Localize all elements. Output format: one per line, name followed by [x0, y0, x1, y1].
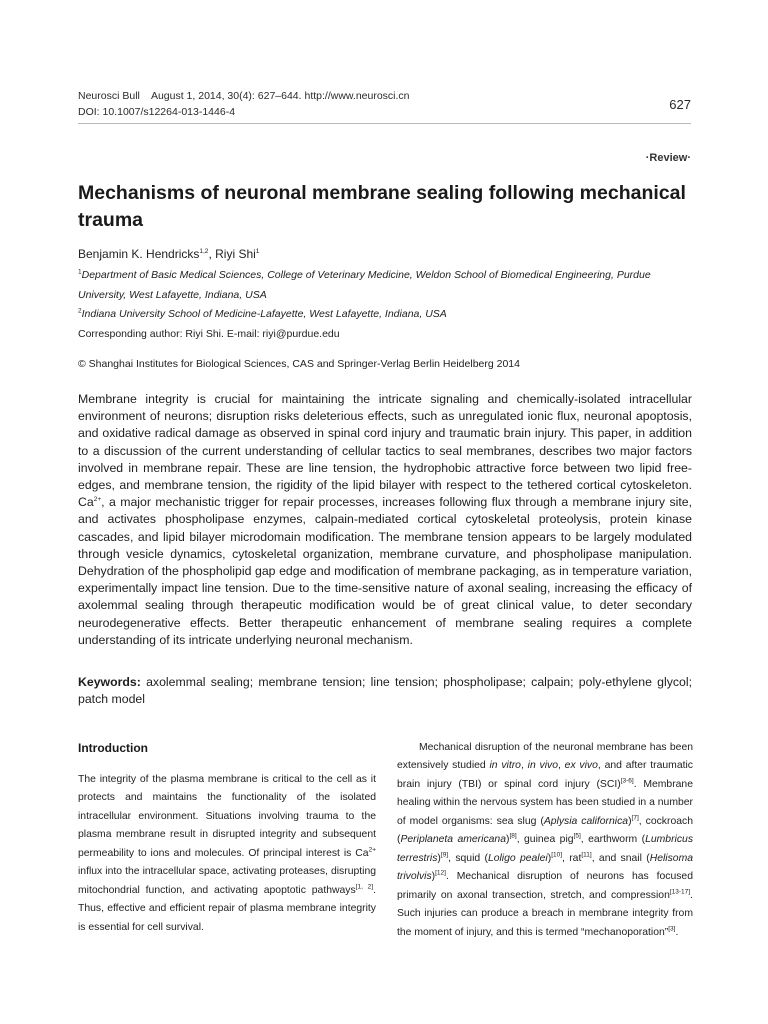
text-run: , and snail (	[591, 852, 650, 864]
body-column-right	[397, 739, 693, 942]
abstract-text: , a major mechanistic trigger for repair processes, increases following flux through a membrane injury site, and activates phospholipase enzymes, calpain-mediated cortical cytoskeletal proteolysis, protein kinase cascades, and lipid bilayer microdomain modification. The membrane tension appears to be largely modulated through vesicle dynamics, cytoskeletal organization, membrane curvature, and phospholipase manipulation. Dehydration of the phospholipid gap edge and modification of membrane packaging, as in temperature variation, experimentally impact line tension. Due to the time-sensitive nature of axonal sealing, increasing the efficacy of axolemmal sealing through therapeutic modification would be of great clinical value, to deter secondary neurodegenerative effects. Better therapeutic enhancement of membrane sealing requires a complete understanding of its intricate underlying neuronal mechanism.	[78, 495, 692, 647]
text-run: , guinea pig	[516, 834, 574, 846]
text-run: , cockroach (	[397, 815, 693, 846]
citation: [3-6]	[620, 777, 634, 785]
author-name: Riyi Shi	[215, 247, 256, 261]
keywords-text: axolemmal sealing; membrane tension; line tension; phospholipase; calpain; poly-ethylene glycol; patch model	[78, 675, 692, 707]
text-run: .	[675, 926, 679, 938]
text-run: . Such injuries can produce a breach in membrane integrity from the moment of injury, and this is termed “mechanoporation”	[397, 889, 693, 938]
species-name: Periplaneta americana	[400, 834, 506, 846]
citation: [1, 2]	[355, 883, 374, 891]
body-column-left	[78, 771, 376, 937]
italic-term: ex vivo	[564, 760, 598, 772]
text-run: influx into the intracellular space, activating proteases, disrupting mitochondrial function, and activating apoptotic pathways	[78, 866, 376, 896]
italic-term: in vitro	[489, 760, 521, 772]
paragraph	[397, 739, 693, 942]
affiliations	[78, 266, 698, 344]
affiliation-number: 2	[78, 307, 82, 315]
text-run: , rat	[562, 852, 582, 864]
keywords	[78, 674, 692, 708]
species-name: Loligo pealei	[487, 852, 548, 864]
text-run: )	[437, 852, 441, 864]
affiliation-text: Indiana University School of Medicine-Lafayette, West Lafayette, Indiana, USA	[81, 308, 447, 320]
text-run: )	[431, 871, 436, 883]
citation: [9]	[440, 851, 449, 859]
author-affiliation-marker: 1	[255, 248, 260, 255]
paragraph	[78, 771, 376, 937]
text-run: )	[506, 834, 510, 846]
species-name: Lumbricus terrestris	[397, 834, 694, 864]
keywords-label: Keywords:	[78, 675, 141, 689]
affiliation-2	[78, 305, 698, 325]
doi-line: DOI: 10.1007/s12264-013-1446-4	[78, 106, 236, 118]
text-run: . Mechanical disruption of neurons has focused primarily on axonal transection, stretch, and compression	[397, 871, 693, 901]
abstract-text: Membrane integrity is crucial for maintaining the intricate signaling and chemically-isolated intracellular environment of neurons; disruption risks deleterious effects, such as unregulated ionic flux, neuronal apoptosis, and oxidative radical damage as observed in spinal cord injury and traumatic brain injury. This paper, in addition to a discussion of the current understanding of cellular tactics to seal membranes, describes two major factors involved in membrane repair. These are line tension, the hydrophobic attractive force between two lipid free-edges, and membrane tension, the rigidity of the lipid bilayer with respect to the tethered cortical cytoskeleton. Ca	[78, 392, 692, 510]
superscript: 2+	[93, 496, 102, 504]
text-run: , earthworm (	[580, 834, 646, 846]
text-run: )	[628, 815, 632, 827]
corresponding-author: Corresponding author: Riyi Shi. E-mail: riyi@purdue.edu	[78, 327, 340, 340]
abstract	[78, 391, 692, 649]
author-name: Benjamin K. Hendricks	[78, 247, 200, 261]
author-affiliation-marker: 1,2	[199, 248, 209, 255]
citation: [5]	[573, 832, 581, 840]
journal-citation: Neurosci Bull August 1, 2014, 30(4): 627–644. http://www.neurosci.cn	[78, 90, 410, 102]
affiliation-1	[78, 266, 698, 305]
text-run: ,	[558, 760, 565, 772]
citation: [10]	[551, 851, 563, 859]
affiliation-number: 1	[78, 268, 82, 276]
citation: [13-17]	[669, 888, 691, 896]
page-number: 627	[669, 97, 691, 112]
species-name: Aplysia californica	[543, 815, 629, 827]
citation: [3]	[668, 925, 676, 933]
citation: [11]	[581, 851, 592, 859]
section-heading-introduction: Introduction	[78, 741, 148, 755]
superscript: 2+	[368, 846, 376, 854]
affiliation-text: Department of Basic Medical Sciences, College of Veterinary Medicine, Weldon School of Biomedical Engineering, Purdue University, West Lafayette, Indiana, USA	[78, 269, 651, 301]
text-run: , squid (	[448, 852, 488, 864]
text-run: The integrity of the plasma membrane is critical to the cell as it protects and maintains the functionality of the isolated intracellular environment. Situations involving trauma to the plasma membrane result in disrupted integrity and subsequent permeability to ions and molecules. Of principal interest is Ca	[78, 774, 376, 859]
text-run: Mechanical disruption of the neuronal membrane has been extensively studied	[397, 742, 693, 772]
header-divider	[78, 123, 691, 124]
article-title: Mechanisms of neuronal membrane sealing following mechanical trauma	[78, 182, 686, 231]
citation: [7]	[631, 814, 639, 822]
citation: [8]	[509, 832, 517, 840]
journal-header	[78, 88, 410, 120]
author-separator: ,	[208, 247, 216, 261]
article-type-label: ·Review·	[645, 152, 691, 164]
citation: [12]	[435, 869, 446, 877]
text-run: . Thus, effective and efficient repair of plasma membrane integrity is essential for cell survival.	[78, 884, 376, 933]
text-run: ,	[520, 760, 528, 772]
text-run: . Membrane healing within the nervous system has been studied in a number of model organisms: sea slug (	[397, 778, 693, 827]
text-run: , and after traumatic brain injury (TBI) or spinal cord injury (SCI)	[397, 760, 693, 790]
species-name: Helisoma trivolvis	[397, 852, 694, 883]
italic-term: in vivo	[527, 760, 558, 772]
author-list	[78, 247, 259, 261]
copyright-notice: © Shanghai Institutes for Biological Sciences, CAS and Springer-Verlag Berlin Heidelberg 2014	[78, 358, 520, 370]
text-run: )	[547, 852, 552, 864]
